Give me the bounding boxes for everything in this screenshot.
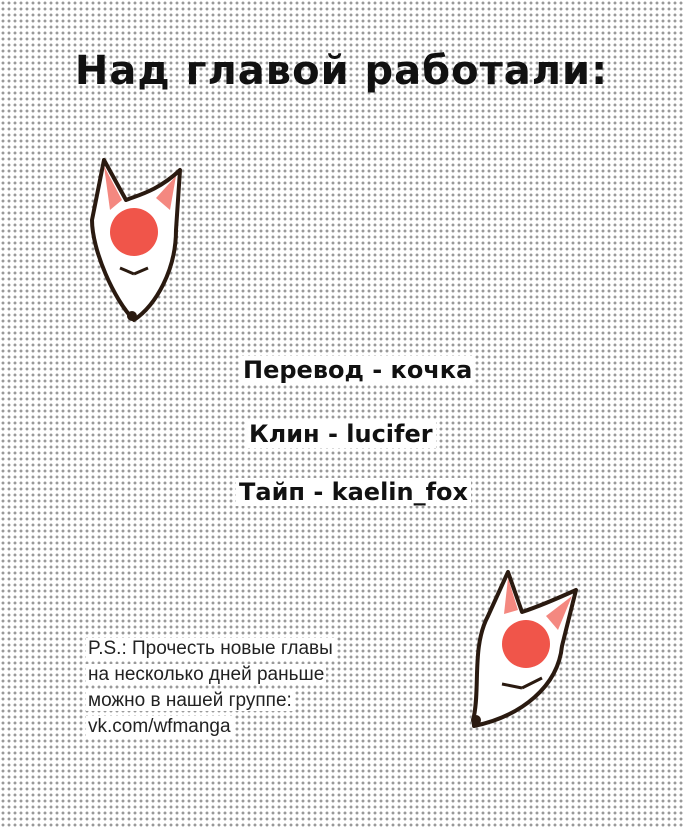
ps-line: P.S.: Прочесть новые главы: [88, 638, 333, 659]
credit-cleaning: Клин - lucifer: [246, 420, 436, 448]
fox-mask-icon: [84, 150, 188, 330]
ps-line: можно в нашей группе:: [88, 690, 292, 711]
ps-line: на несколько дней раньше: [88, 664, 325, 685]
credit-translation: Перевод - кочка: [240, 356, 475, 384]
ps-link[interactable]: vk.com/wfmanga: [88, 716, 231, 737]
page-title: Над главой работали:: [74, 48, 609, 94]
ps-note: [86, 636, 335, 740]
fox-mask-icon: [462, 566, 582, 736]
credit-typesetting: Тайп - kaelin_fox: [236, 478, 471, 506]
